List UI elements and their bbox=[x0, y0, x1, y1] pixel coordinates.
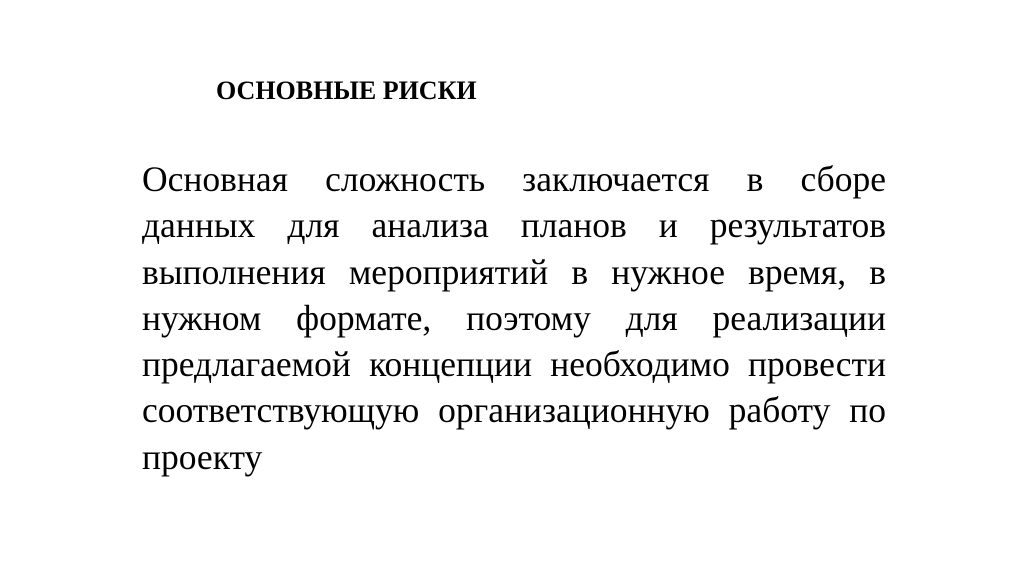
slide-title: ОСНОВНЫЕ РИСКИ bbox=[216, 76, 477, 105]
slide-body-text: Основная сложность заключается в сборе данных для анализа планов и результатов выполнения мероприятий в нужное время, в нужном формате, поэтому для реализации предлагаемой концепции необходимо провести соответствующую организационную работу по проекту bbox=[142, 159, 886, 477]
